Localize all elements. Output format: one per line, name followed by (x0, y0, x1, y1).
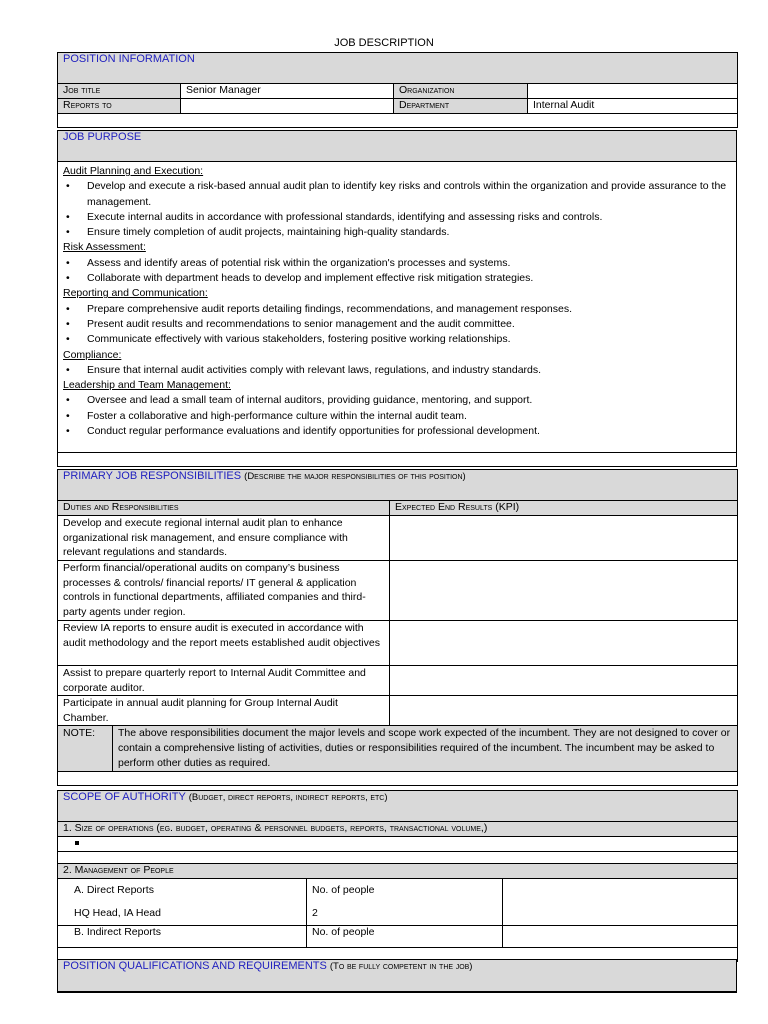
purpose-item: • Communicate effectively with various stakeholders, fostering positive working relationships. (63, 332, 731, 347)
job-title-value[interactable]: Senior Manager (181, 84, 394, 99)
organization-label: Organization (394, 84, 528, 99)
job-title-label: Job title (58, 84, 181, 99)
kpi-cell[interactable] (390, 666, 738, 696)
direct-no-of-people-label: No. of people (312, 884, 375, 896)
spacer-row (58, 453, 737, 467)
kpi-cell[interactable] (390, 516, 738, 561)
size-of-operations-value[interactable] (58, 837, 738, 852)
spacer-row (58, 852, 738, 864)
indirect-reports-label: B. Indirect Reports (58, 926, 307, 948)
department-value[interactable]: Internal Audit (528, 99, 738, 114)
purpose-item: • Oversee and lead a small team of internal auditors, providing guidance, mentoring, and support. (63, 393, 731, 408)
department-label: Department (394, 99, 528, 114)
responsibilities-heading-note: (Describe the major responsibilities of this position) (244, 471, 466, 482)
direct-extra-cell[interactable] (503, 879, 738, 926)
duty-cell[interactable]: Participate in annual audit planning for Group Internal Audit Chamber. (58, 696, 390, 726)
kpi-cell[interactable] (390, 561, 738, 621)
duties-column-header: Duties and Responsibilities (58, 501, 390, 516)
note-label: NOTE: (58, 726, 113, 772)
purpose-item: • Develop and execute a risk-based annual audit plan to identify key risks and controls within the organization and provide assurance to the management. (63, 179, 731, 210)
kpi-cell[interactable] (390, 696, 738, 726)
direct-reports-detail[interactable]: HQ Head, IA Head (74, 907, 161, 919)
indirect-no-of-people-label: No. of people (307, 926, 503, 948)
spacer-row (58, 114, 738, 128)
position-information-table (57, 52, 738, 128)
kpi-cell[interactable] (390, 621, 738, 666)
purpose-group-title: Compliance: (63, 348, 122, 361)
scope-heading-note: (Budget, direct reports, indirect reports, etc) (188, 792, 388, 803)
qualifications-heading-note: (To be fully competent in the job) (329, 961, 473, 972)
management-of-people-label: 2. Management of People (58, 864, 738, 879)
scope-heading (58, 791, 738, 822)
note-text: The above responsibilities document the major levels and scope work expected of the incumbent. They are not designed to cover or contain a comprehensive listing of activities, duties or responsibilities required of the incumbent. The incumbent may be asked to perform other duties as required. (113, 726, 738, 772)
qualifications-heading (58, 960, 737, 992)
duty-cell[interactable]: Perform financial/operational audits on company’s business processes & controls/ financial reports/ IT general & application controls in functional departments, affiliated companies and third-party agents under region. (58, 561, 390, 621)
purpose-group-title: Audit Planning and Execution: (63, 165, 204, 177)
job-purpose-content (58, 162, 737, 453)
duty-cell[interactable]: Review IA reports to ensure audit is executed in accordance with audit methodology and the report meets established audit objectives (58, 621, 390, 666)
purpose-item: • Assess and identify areas of potential risk within the organization's processes and systems. (63, 256, 731, 271)
job-purpose-table (57, 130, 737, 467)
spacer-row (58, 772, 738, 786)
purpose-item: • Execute internal audits in accordance with professional standards, identifying and assessing risks and controls. (63, 210, 731, 225)
qualifications-table (57, 959, 737, 993)
responsibilities-table (57, 469, 738, 786)
organization-value[interactable] (528, 84, 738, 99)
direct-no-of-people-value[interactable]: 2 (312, 907, 318, 919)
duty-cell[interactable]: Assist to prepare quarterly report to Internal Audit Committee and corporate auditor. (58, 666, 390, 696)
kpi-column-header: Expected End Results (KPI) (390, 501, 738, 516)
direct-reports-cell (58, 879, 307, 926)
purpose-item: • Conduct regular performance evaluations and identify opportunities for professional development. (63, 424, 731, 439)
document-title: JOB DESCRIPTION (334, 37, 434, 49)
responsibilities-heading-text: PRIMARY JOB RESPONSIBILITIES (63, 470, 242, 482)
purpose-item: • Ensure that internal audit activities comply with relevant laws, regulations, and industry standards. (63, 363, 731, 378)
qualifications-heading-text: POSITION QUALIFICATIONS AND REQUIREMENTS (63, 960, 327, 972)
purpose-item: • Ensure timely completion of audit projects, maintaining high-quality standards. (63, 225, 731, 240)
responsibilities-heading (58, 470, 738, 501)
size-of-operations-label: 1. Size of operations (eg. budget, operating & personnel budgets, reports, transactional volume,) (58, 822, 738, 837)
scope-heading-text: SCOPE OF AUTHORITY (63, 791, 186, 803)
reports-to-label: Reports to (58, 99, 181, 114)
duty-cell[interactable]: Develop and execute regional internal audit plan to enhance organizational risk management, and ensure compliance with relevant regulations and standards. (58, 516, 390, 561)
purpose-group-title: Reporting and Communication: (63, 287, 208, 300)
direct-count-cell (307, 879, 503, 926)
purpose-item: • Present audit results and recommendations to senior management and the audit committee. (63, 317, 731, 332)
position-information-heading: POSITION INFORMATION (58, 53, 738, 84)
reports-to-value[interactable] (181, 99, 394, 114)
square-bullet-icon (75, 841, 79, 845)
scope-of-authority-table (57, 790, 738, 962)
purpose-item: • Foster a collaborative and high-performance culture within the internal audit team. (63, 409, 731, 424)
purpose-item: • Prepare comprehensive audit reports detailing findings, recommendations, and management responses. (63, 302, 731, 317)
direct-reports-label: A. Direct Reports (74, 884, 154, 896)
purpose-group-title: Risk Assessment: (63, 241, 146, 254)
purpose-group-title: Leadership and Team Management: (63, 379, 231, 392)
purpose-item: • Collaborate with department heads to develop and implement effective risk mitigation strategies. (63, 271, 731, 286)
indirect-extra-cell[interactable] (503, 926, 738, 948)
job-purpose-heading: JOB PURPOSE (58, 131, 737, 162)
